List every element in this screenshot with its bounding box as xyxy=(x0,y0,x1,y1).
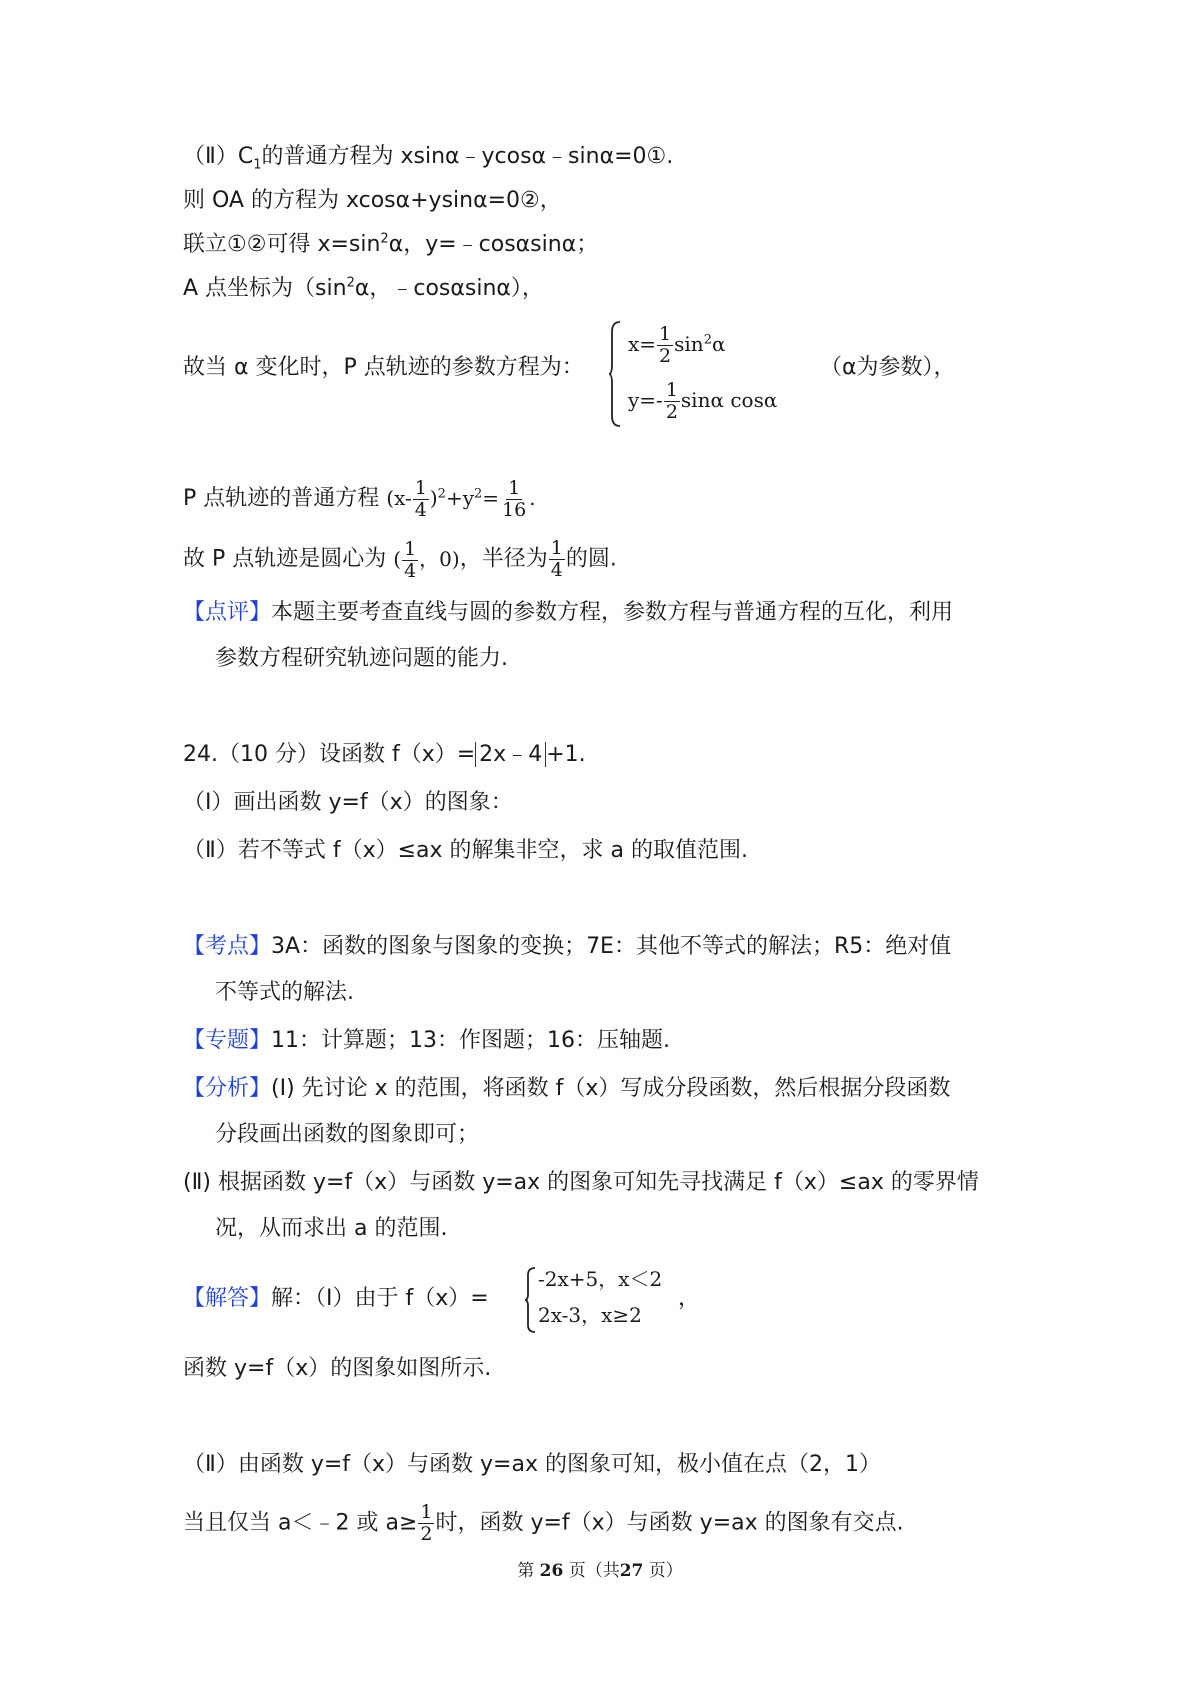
piecewise-case-2: 2x-3，x≥2 xyxy=(538,1303,642,1327)
text: 11：计算题；13：作图题；16：压轴题. xyxy=(271,1028,670,1053)
jieda-line-1-tail: ， xyxy=(678,1286,701,1311)
part2-line-2: 则 OA 的方程为 xcosα+ysinα=0②， xyxy=(183,188,562,213)
piecewise-brace-icon xyxy=(524,1266,536,1334)
text: ，半径为 xyxy=(459,546,548,572)
param-eq-y xyxy=(628,380,777,423)
text: A 点坐标为（sin xyxy=(183,276,347,301)
total-pages: 27 xyxy=(619,1561,644,1581)
fraction xyxy=(402,539,418,582)
numerator: 1 xyxy=(420,1501,433,1523)
zhuanti-line xyxy=(183,1026,670,1056)
numerator: 1 xyxy=(665,379,678,401)
text: 的普通方程为 xsinα﹣ycosα﹣sinα=0①. xyxy=(261,144,674,169)
part2-line-3 xyxy=(183,230,598,260)
review-line-2: 参数方程研究轨迹问题的能力. xyxy=(215,646,508,671)
fenxi-line-1 xyxy=(183,1074,950,1104)
center xyxy=(393,537,460,582)
text: α，﹣cosαsinα）， xyxy=(354,276,544,301)
superscript: 2 xyxy=(474,486,483,502)
fenxi-line-2: 分段画出函数的图象即可； xyxy=(215,1122,480,1147)
text: (Ⅰ) 先讨论 x 的范围，将函数 f（x）写成分段函数，然后根据分段函数 xyxy=(271,1076,951,1101)
text: x= xyxy=(628,332,657,356)
fraction xyxy=(413,478,429,521)
kaodian-line-1 xyxy=(183,932,951,962)
text: . xyxy=(529,486,536,510)
part2-line-6 xyxy=(183,478,536,521)
superscript: 2 xyxy=(346,275,355,291)
fenxi-line-4: 况，从而求出 a 的范围. xyxy=(215,1216,448,1241)
superscript: 2 xyxy=(437,486,446,502)
text: 解：（Ⅰ）由于 f（x）= xyxy=(271,1286,489,1311)
fraction xyxy=(664,380,680,423)
text: 页） xyxy=(648,1561,683,1581)
solution-part2-line-2 xyxy=(183,1502,904,1545)
subscript: 1 xyxy=(253,157,262,173)
jieda-tag: 【解答】 xyxy=(183,1286,272,1311)
numerator: 1 xyxy=(550,537,563,559)
numerator: 1 xyxy=(508,477,521,499)
q24-title xyxy=(183,740,586,770)
kaodian-tag: 【考点】 xyxy=(183,934,272,959)
fraction xyxy=(549,538,565,581)
q24-part2: （Ⅱ）若不等式 f（x）≤ax 的解集非空，求 a 的取值范围. xyxy=(183,838,748,863)
text: 第 xyxy=(517,1561,535,1581)
review-tag: 【点评】 xyxy=(183,600,272,625)
text: ，0) xyxy=(419,546,460,571)
text: 故 P 点轨迹是圆心为 xyxy=(183,546,387,572)
numerator: 1 xyxy=(404,537,417,560)
jieda-line-1 xyxy=(183,1284,489,1314)
page-number: 26 xyxy=(539,1561,564,1581)
text: α，y=﹣cosαsinα； xyxy=(388,232,599,257)
fraction xyxy=(500,478,528,521)
fenxi-tag: 【分析】 xyxy=(183,1076,272,1101)
denominator: 4 xyxy=(414,499,427,521)
text: 24.（10 分）设函数 f（x）= xyxy=(183,742,476,767)
text: 页（共 xyxy=(568,1561,620,1581)
part2-line-5-lead: 故当 α 变化时，P 点轨迹的参数方程为： xyxy=(183,355,584,380)
denominator: 16 xyxy=(502,499,527,521)
jieda-line-2: 函数 y=f（x）的图象如图所示. xyxy=(183,1356,492,1381)
denominator: 2 xyxy=(665,401,678,423)
text: ( xyxy=(393,546,402,571)
text: 本题主要考查直线与圆的参数方程，参数方程与普通方程的互化，利用 xyxy=(271,600,954,625)
part2-line-1 xyxy=(183,142,673,172)
fraction xyxy=(657,324,673,367)
text: ) xyxy=(429,486,438,510)
part2-line-4 xyxy=(183,274,544,304)
param-eq-x xyxy=(628,324,725,367)
fraction xyxy=(418,1502,434,1545)
text: 当且仅当 a＜﹣2 或 a≥ xyxy=(183,1510,418,1536)
left-brace-icon xyxy=(608,320,622,428)
part2-line-5-tail: （α为参数）， xyxy=(820,355,956,380)
text: （Ⅱ）C xyxy=(183,144,254,169)
superscript: 2 xyxy=(703,332,712,348)
text: +y xyxy=(445,486,475,510)
text: sin xyxy=(674,332,704,356)
denominator: 2 xyxy=(659,345,672,367)
solution-part2-line-1: （Ⅱ）由函数 y=f（x）与函数 y=ax 的图象可知，极小值在点（2，1） xyxy=(183,1452,881,1477)
text: sinα cosα xyxy=(680,388,778,412)
denominator: 2 xyxy=(420,1523,433,1545)
q24-part1: （Ⅰ）画出函数 y=f（x）的图象： xyxy=(183,790,513,815)
numerator: 1 xyxy=(659,323,672,345)
piecewise-case-1: -2x+5，x＜2 xyxy=(538,1267,663,1291)
kaodian-line-2: 不等式的解法. xyxy=(215,980,354,1005)
text: 3A：函数的图象与图象的变换；7E：其他不等式的解法；R5：绝对值 xyxy=(271,934,952,959)
part2-line-7 xyxy=(183,538,617,582)
text: α xyxy=(711,332,726,356)
denominator: 4 xyxy=(550,559,563,581)
text: y=- xyxy=(628,388,663,412)
text: (x- xyxy=(386,486,412,510)
text: 的圆. xyxy=(565,546,617,572)
text: P 点轨迹的普通方程 xyxy=(183,486,380,511)
fenxi-line-3: (Ⅱ) 根据函数 y=f（x）与函数 y=ax 的图象可知先寻找满足 f（x）≤ax 的零界情 xyxy=(183,1170,979,1195)
text: 时，函数 y=f（x）与函数 y=ax 的图象有交点. xyxy=(435,1510,904,1536)
zhuanti-tag: 【专题】 xyxy=(183,1028,272,1053)
absolute-value: 2x﹣4 xyxy=(475,742,546,767)
page-footer xyxy=(0,1556,1200,1581)
numerator: 1 xyxy=(414,477,427,499)
denominator: 4 xyxy=(404,559,417,582)
superscript: 2 xyxy=(380,231,389,247)
review-line-1 xyxy=(183,598,953,628)
text: = xyxy=(482,486,500,510)
equation xyxy=(386,477,536,521)
text: 联立①②可得 x=sin xyxy=(183,232,381,257)
text: +1. xyxy=(546,742,586,767)
